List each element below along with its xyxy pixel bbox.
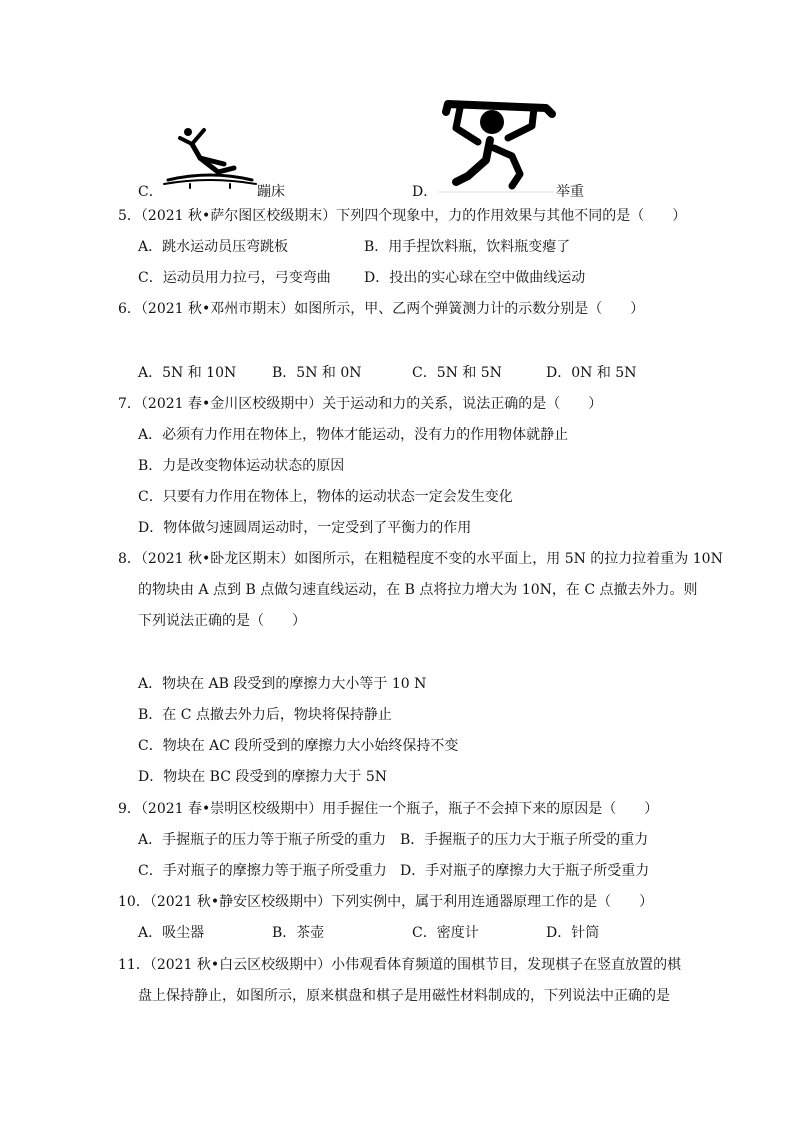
q9-option-d: D．手对瓶子的摩擦力大于瓶子所受重力 — [400, 863, 650, 879]
q5-stem: 5．（2021 秋•萨尔图区校级期末）下列四个现象中，力的作用效果与其他不同的是（ ） — [118, 208, 687, 224]
q9-option-a: A．手握瓶子的压力等于瓶子所受的重力 — [138, 832, 387, 848]
q5-option-a: A．跳水运动员压弯跳板 — [138, 239, 289, 255]
q7-stem: 7．（2021 春•金川区校级期中）关于运动和力的关系，说法正确的是（ ） — [118, 396, 603, 412]
q9-option-b: B．手握瓶子的压力大于瓶子所受的重力 — [400, 832, 649, 848]
q10-option-a: A．吸尘器 — [138, 925, 205, 941]
q11-stem-line-2: 盘上保持静止，如图所示，原来棋盘和棋子是用磁性材料制成的，下列说法中正确的是 — [138, 988, 670, 1004]
q8-option-c: C．物块在 AC 段所受到的摩擦力大小始终保持不变 — [138, 738, 459, 754]
q6-option-a: A．5N 和 10N — [138, 365, 237, 381]
q4-option-c-letter: C． — [138, 184, 163, 200]
q7-option-d: D．物体做匀速圆周运动时，一定受到了平衡力的作用 — [138, 520, 472, 536]
q10-stem: 10．（2021 秋•静安区校级期中）下列实例中，属于利用连通器原理工作的是（ ） — [118, 894, 654, 910]
q10-option-b: B．茶壶 — [272, 925, 325, 941]
q5-option-b: B．用手捏饮料瓶，饮料瓶变瘪了 — [364, 239, 571, 255]
q10-option-c: C．密度计 — [412, 925, 479, 941]
q9-stem: 9．（2021 春•崇明区校级期中）用手握住一个瓶子，瓶子不会掉下来的原因是（ ） — [118, 801, 659, 817]
q4-option-d-label: 举重 — [556, 184, 584, 200]
q6-option-c: C．5N 和 5N — [412, 365, 502, 381]
q8-stem-line-3: 下列说法正确的是（ ） — [138, 613, 306, 629]
q6-stem: 6．（2021 秋•邓州市期末）如图所示，甲、乙两个弹簧测力计的示数分别是（ ） — [118, 301, 645, 317]
q7-option-b: B．力是改变物体运动状态的原因 — [138, 458, 345, 474]
q4-option-d-letter: D． — [412, 184, 438, 200]
q8-option-a: A．物块在 AB 段受到的摩擦力大小等于 10 N — [138, 676, 427, 692]
q8-option-d: D．物块在 BC 段受到的摩擦力大于 5N — [138, 769, 387, 785]
q10-option-d: D．针筒 — [546, 925, 600, 941]
q4-option-c-label: 蹦床 — [257, 184, 285, 200]
q5-option-c: C．运动员用力拉弓，弓变弯曲 — [138, 270, 331, 286]
q7-option-c: C．只要有力作用在物体上，物体的运动状态一定会发生变化 — [138, 489, 513, 505]
q6-option-b: B．5N 和 0N — [272, 365, 362, 381]
q11-stem-line-1: 11．（2021 秋•白云区校级期中）小伟观看体育频道的围棋节目，发现棋子在竖直放置的棋 — [118, 957, 682, 973]
q9-option-c: C．手对瓶子的摩擦力等于瓶子所受重力 — [138, 863, 387, 879]
q6-option-d: D．0N 和 5N — [546, 365, 637, 381]
trampoline-pictogram — [160, 124, 260, 190]
q8-stem-line-2: 的物块由 A 点到 B 点做匀速直线运动，在 B 点将拉力增大为 10N，在 C 点撤去外力。则 — [138, 582, 698, 598]
q8-option-b: B．在 C 点撤去外力后，物块将保持静止 — [138, 707, 392, 723]
q5-option-d: D．投出的实心球在空中做曲线运动 — [364, 270, 586, 286]
q7-option-a: A．必须有力作用在物体上，物体才能运动，没有力的作用物体就静止 — [138, 427, 569, 443]
q8-stem-line-1: 8．（2021 秋•卧龙区期末）如图所示，在粗糙程度不变的水平面上，用 5N 的拉力拉着重为 10N — [118, 551, 723, 567]
weightlifting-pictogram — [438, 98, 558, 194]
